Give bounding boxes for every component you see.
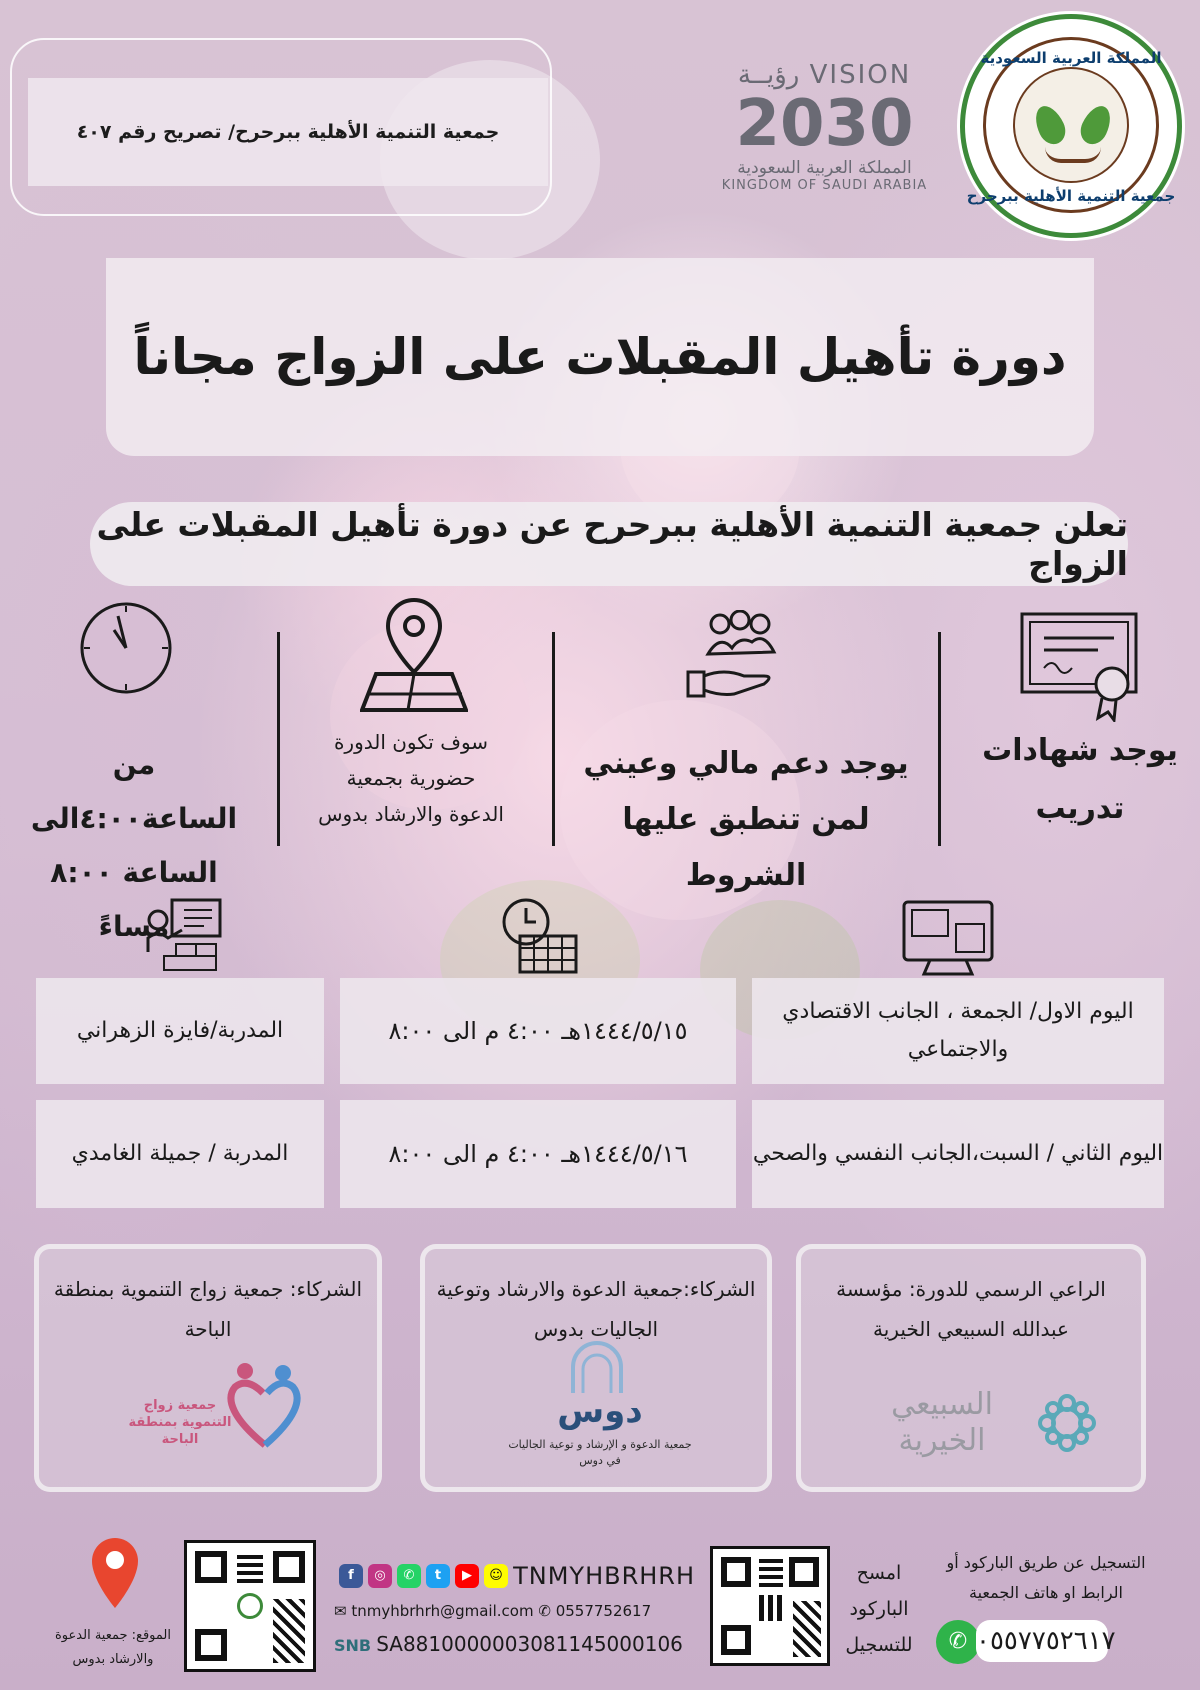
- phone-number-latin[interactable]: 0557752617: [555, 1602, 652, 1620]
- schedule-trainer-1: المدربة/فايزة الزهراني: [36, 978, 324, 1084]
- feature-location: [286, 724, 536, 832]
- permit-text: جمعية التنمية الأهلية ببرحرح/ تصريح رقم ٤٠٧: [28, 78, 548, 186]
- email-address[interactable]: tnmyhbrhrh@gmail.com: [351, 1602, 534, 1620]
- course-title-banner: [106, 258, 1094, 456]
- divider: [938, 632, 941, 846]
- zawaj-logo-text: جمعية زواج التنموية بمنطقة الباحة: [128, 1398, 232, 1447]
- facebook-icon[interactable]: f: [339, 1564, 363, 1588]
- feature-support-line1: يوجد دعم مالي وعيني: [583, 746, 909, 781]
- sponsor-zawaj-text: الشركاء: جمعية زواج التنموية بمنطقة الباحة: [53, 1277, 363, 1341]
- announcement-pill: تعلن جمعية التنمية الأهلية ببرحرح عن دورة تأهيل المقبلات على الزواج: [90, 502, 1128, 586]
- instagram-icon[interactable]: ◎: [368, 1564, 392, 1588]
- feature-time-line2: الساعة ٨:٠٠ مساءً: [50, 856, 218, 943]
- clock-icon: [78, 600, 174, 696]
- contact-row: [334, 1602, 700, 1620]
- vision-country-ar: المملكة العربية السعودية: [737, 158, 912, 178]
- feature-certificates: [980, 722, 1180, 838]
- schedule-day-1: اليوم الاول/ الجمعة ، الجانب الاقتصادي والاجتماعي: [752, 978, 1164, 1084]
- youtube-icon[interactable]: ▶: [455, 1564, 479, 1588]
- email-icon: ✉: [334, 1602, 347, 1620]
- feature-location-line1: سوف تكون الدورة: [333, 730, 489, 754]
- phone-number[interactable]: ٠٥٥٧٧٥٢٦١٧: [976, 1620, 1108, 1662]
- registration-qr-code[interactable]: [710, 1546, 830, 1666]
- schedule-trainer-2: المدربة / جميلة الغامدي: [36, 1100, 324, 1208]
- twitter-icon[interactable]: t: [426, 1564, 450, 1588]
- schedule-date-1: ١٤٤٤/٥/١٥هـ ٤:٠٠ م الى ٨:٠٠: [340, 978, 736, 1084]
- seal-bottom-text: جمعية التنمية الأهلية ببرحرح: [966, 187, 1176, 205]
- location-pin-icon[interactable]: [90, 1536, 140, 1610]
- support-hand-icon: [684, 610, 790, 700]
- scan-label: امسح الباركود للتسجيل: [845, 1562, 913, 1656]
- daws-arch-icon: [565, 1339, 629, 1395]
- vision-arabic: رؤيــة: [737, 60, 800, 90]
- location-label: الموقع: جمعية الدعوة والارشاد بدوس: [55, 1628, 171, 1667]
- daws-logo-text: دوس: [557, 1391, 643, 1431]
- schedule-date-2: ١٤٤٤/٥/١٦هـ ٤:٠٠ م الى ٨:٠٠: [340, 1100, 736, 1208]
- feature-time-line1: من الساعة٤:٠٠الى: [30, 748, 238, 835]
- vision-latin: VISION: [809, 60, 912, 90]
- feature-location-line3: الدعوة والارشاد بدوس: [318, 802, 504, 826]
- divider: [552, 632, 555, 846]
- snapchat-icon[interactable]: ☺: [484, 1564, 508, 1588]
- register-instructions: التسجيل عن طريق الباركود أو الرابط او هاتف الجمعية: [946, 1553, 1146, 1602]
- schedule-day-2: اليوم الثاني / السبت،الجانب النفسي والصحي: [752, 1100, 1164, 1208]
- bank-row: [334, 1632, 700, 1656]
- association-seal-logo: [960, 14, 1182, 238]
- phone-icon: ✆: [538, 1602, 551, 1620]
- certificate-icon: [1018, 610, 1140, 722]
- vision-year: 2030: [735, 87, 914, 161]
- sponsor-official: [796, 1244, 1146, 1492]
- seal-top-text: المملكة العربية السعودية: [980, 49, 1162, 67]
- feature-certificates-line1: يوجد شهادات: [982, 733, 1178, 768]
- calendar-clock-icon: [500, 896, 580, 976]
- daws-logo-subtext: جمعية الدعوة و الإرشاد و توعية الجاليات في دوس: [508, 1438, 692, 1467]
- sponsor-zawaj: [34, 1244, 382, 1492]
- location-qr-code[interactable]: [184, 1540, 316, 1672]
- sponsor-daws: [420, 1244, 772, 1492]
- sponsor-daws-text: الشركاء:جمعية الدعوة والارشاد وتوعية الجاليات بدوس: [436, 1277, 756, 1341]
- zawaj-heart-icon: [225, 1359, 305, 1449]
- feature-support-line2: لمن تنطبق عليها الشروط: [622, 802, 870, 893]
- social-row: [334, 1562, 700, 1590]
- trainer-board-icon: [144, 896, 224, 974]
- map-pin-icon: [360, 596, 468, 714]
- feature-support: [566, 736, 926, 904]
- feature-certificates-line2: تدريب: [1035, 791, 1125, 826]
- vision-country-en: KINGDOM OF SAUDI ARABIA: [721, 178, 928, 193]
- whatsapp-small-icon[interactable]: ✆: [397, 1564, 421, 1588]
- monitor-icon: [900, 898, 996, 978]
- bank-logo: SNB: [334, 1636, 372, 1655]
- iban-number: SA8810000003081145000106: [376, 1632, 683, 1656]
- subaie-logo-text: السبيعي الخيرية: [891, 1387, 993, 1458]
- sponsor-official-text: الراعي الرسمي للدورة: مؤسسة عبدالله السبيعي الخيرية: [836, 1277, 1106, 1341]
- course-title: دورة تأهيل المقبلات على الزواج مجاناً: [133, 328, 1067, 386]
- social-handle: TNMYHBRHRH: [513, 1562, 696, 1590]
- divider: [277, 632, 280, 846]
- feature-location-line2: حضورية بجمعية: [346, 766, 476, 790]
- subaie-flower-icon: [1035, 1391, 1099, 1455]
- whatsapp-icon[interactable]: ✆: [936, 1620, 980, 1664]
- vision-2030-logo: [712, 60, 937, 220]
